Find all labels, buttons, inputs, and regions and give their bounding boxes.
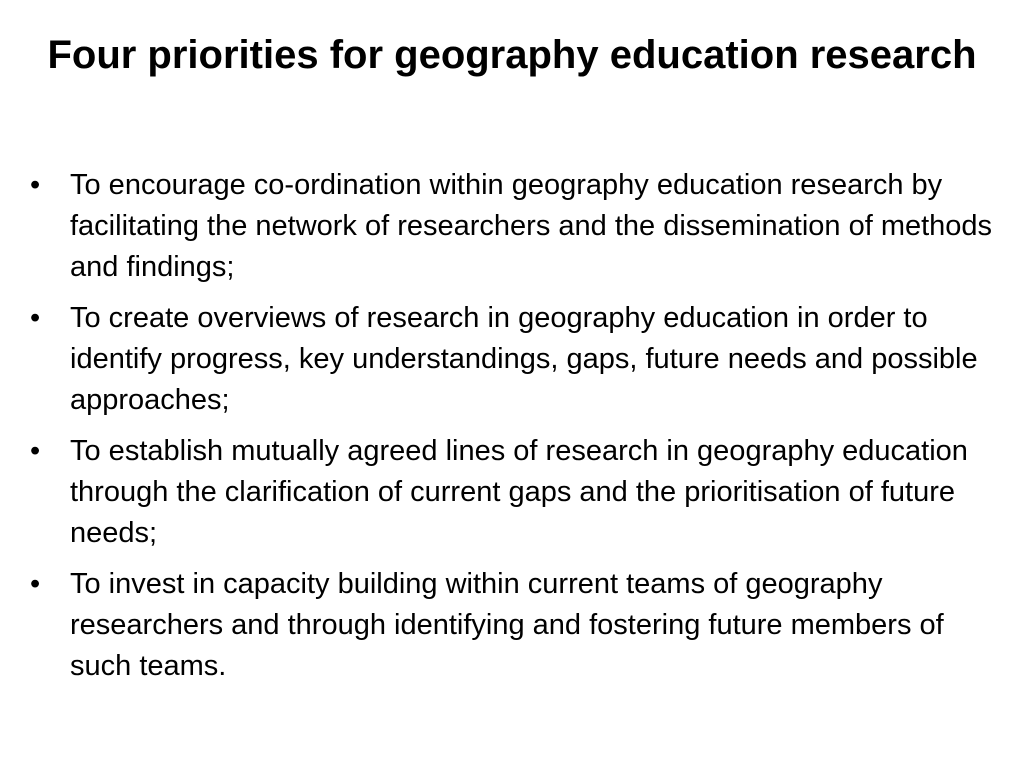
bullet-icon: • bbox=[30, 568, 41, 600]
bullet-list bbox=[22, 165, 1002, 697]
bullet-icon: • bbox=[30, 169, 41, 201]
bullet-item bbox=[22, 564, 1002, 687]
bullet-text: To establish mutually agreed lines of research in geography education through the clarification of current gaps and the prioritisation of future needs; bbox=[70, 435, 968, 549]
bullet-item bbox=[22, 431, 1002, 554]
slide-title: Four priorities for geography education research bbox=[47, 33, 977, 77]
bullet-text: To invest in capacity building within current teams of geography researchers and through identifying and fostering future members of such teams. bbox=[70, 568, 944, 682]
bullet-text: To create overviews of research in geography education in order to identify progress, key understandings, gaps, future needs and possible approaches; bbox=[70, 302, 978, 416]
bullet-icon: • bbox=[30, 435, 41, 467]
bullet-icon: • bbox=[30, 302, 41, 334]
bullet-text: To encourage co-ordination within geography education research by facilitating the network of researchers and the dissemination of methods and findings; bbox=[70, 169, 993, 283]
bullet-item bbox=[22, 165, 1002, 288]
bullet-item bbox=[22, 298, 1002, 421]
